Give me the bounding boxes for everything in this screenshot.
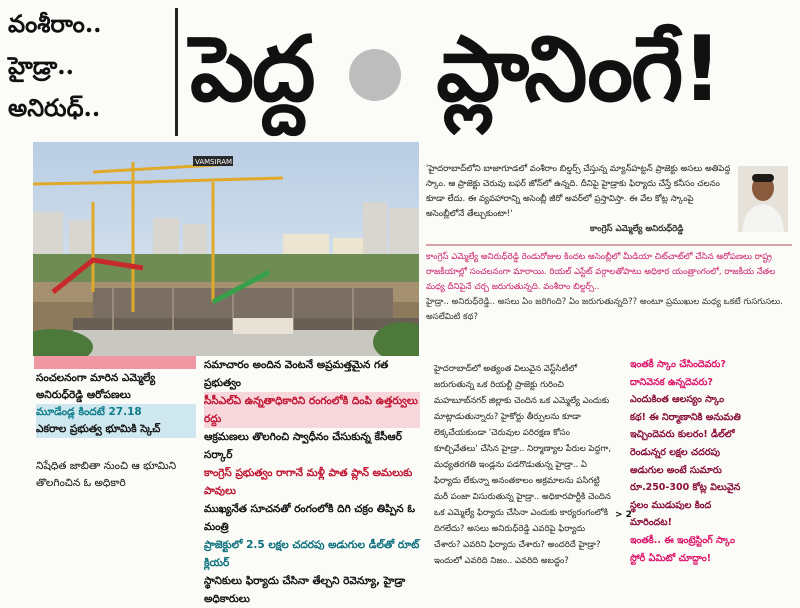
right-column — [630, 356, 742, 567]
headline-logo-circle — [349, 49, 401, 101]
center-point-3: ఆక్రమణలు తొలగించి స్వాధీనం చేసుకున్న కేసీఆర్ సర్కార్ — [204, 431, 402, 461]
kicker-line-3: అనిరుధ్.. — [8, 93, 101, 122]
center-point-6: ప్రాజెక్టులో 2.5 లక్షల చదరపు అడుగుల డీల్‌తో రూట్ క్లియర్ — [204, 539, 420, 569]
quote-mid-question: హైడ్రా.. అనిరుధ్‌రెడ్డి.. అసలు ఏం జరిగింది? ఏం జరుగుతున్నది?? అంటూ ప్రముఖుల మధ్య ఒకటే గుసగుసలు. అసలేమిటి కథ? — [426, 297, 783, 322]
headline-part-1: పెద్ద — [190, 17, 314, 122]
right-question-2: ఎందుకింత ఆలస్యం స్కాం కథ! ఈ నిర్మాణానికి అనుమతి ఇచ్చిందెవరు కులరం! డీల్‌లో రెండున్నర లక్షల చదరపు అడుగుల అంటే సుమారు రూ.250-300 కోట్ల విలువైన స్థలం ముడుపుల కింద మారిందట! — [630, 394, 741, 529]
right-question-3: ఇంతకీ.. ఈ ఇంట్రెస్టింగ్ స్కాం స్టోరీ ఏమిటో చూద్దాం! — [630, 534, 735, 564]
quote-mid-highlight: కాంగ్రెస్ ఎమ్మెల్యే అనిరుధ్‌రెడ్డి రెండురోజుల కిందట అసెంబ్లీలో మీడియా చిట్‌చాట్‌లో చేసిన ఆరోపణలు రాష్ట్ర రాజకీయాల్లో సంచలనంగా మారాయి. రియల్ ఎస్టేట్ వర్గాలతోపాటు అధికార యంత్రాంగంలో, రాజకీయ నేతల మధ్య దీనిపైనే చర్చ జరుగుతున్నది. వంశీరాం బిల్డర్స్.. — [426, 252, 776, 292]
crane-banner-text: VAMSIRAM — [195, 158, 233, 166]
headline-part-2: ప్లానింగే — [436, 17, 682, 122]
quote-mid — [426, 244, 792, 325]
construction-photo — [33, 142, 419, 356]
center-point-1: సమాచారం అందిన వెంటనే అప్రమత్తమైన గత ప్రభుత్వం — [204, 359, 389, 389]
quote-top-signature: కాంగ్రెస్ ఎమ్మెల్యే అనిరుధ్‌రెడ్డి — [590, 224, 684, 234]
left-highlight-3: నిషేధిత జాబితా నుంచి ఆ భూమిని తొలగించిన ఓ అధికారి — [36, 460, 177, 489]
left-highlight-2-prefix: మూడేండ్ల కిందటే 27.18 — [36, 406, 142, 418]
center-point-2: సీసీఎల్‌ఏ ఉన్నతాధికారిని రంగంలోకి దింపి ఉత్తర్వులు రద్దు — [204, 392, 420, 428]
left-highlight-2-rest: ఎకరాల ప్రభుత్వ భూమికి స్కెచ్ — [36, 423, 161, 435]
right-question-1: ఇంతకీ స్కాం చేసిందెవరు? దానివెనక ఉన్నదెవరు? — [630, 359, 726, 388]
continued-page-marker: > 2 — [615, 510, 632, 520]
center-point-5: ముఖ్యనేత సూచనతో రంగంలోకి దిగి చక్రం తిప్పిన ఓ మంత్రి — [204, 503, 415, 533]
header-divider — [175, 8, 178, 136]
center-point-7: స్థానికులు ఫిర్యాదు చేసినా తేల్చని రెవెన్యూ, హైడ్రా అధికారులు — [204, 575, 406, 605]
mla-portrait — [738, 166, 788, 232]
body-column: హైదరాబాద్‌లో అత్యంత విలువైన వెస్ట్‌సిటీలో జరుగుతున్న ఒక రియల్టీ ప్రాజెక్టు గురించి మహబూబ్‌నగర్ జిల్లాకు చెందిన ఒక ఎమ్మెల్యే ఎందుకు మాట్లాడుతున్నారు? హైకోర్టు తీర్పులను కూడా లెక్కచేయకుండా 'చెరువుల పరిరక్షణ కోసం కూల్చివేతలు' చేసిన హైడ్రా.. నిర్మాణ్యాల పేరుల పెద్దగా, మధ్యతరగతి ఇండ్లను పడగొడుతున్న హైడ్రా.. ఏ ఫిర్యాదు లేకున్నా అనంతకాలం అక్రమాలను పసిగట్టి మరీ పంజా విసురుతున్న హైడ్రా.. అధికారపార్టీకి చెందిన ఒక ఎమ్మెల్యే ఫిర్యాదు చేసినా ఎందుకు కార్యరంగంలోకి దిగలేదు? అసలు అనిరుధ్‌రెడ్డి ఎవరిపై ఫిర్యాదు చేశారు? ఎవరిని ఫిర్యాదు చేశారు? అందరిదే హైడ్రా? ఇందులో ఎవరిది నిజం.. ఎవరిది అబద్ధం? — [434, 364, 612, 566]
left-highlight-1: సంచలనంగా మారిన ఎమ్మెల్యే అనిరుధ్‌రెడ్డి ఆరోపణలు — [36, 372, 156, 401]
quote-top-text: 'హైదరాబాద్‌లోని బాజాగూడలో వంశీరాం బిల్డర్స్ చేస్తున్న మ్యాన్‌హట్టన్ ప్రాజెక్టు అసలు అతిపెద్ద స్కాం. ఆ ప్రాజెక్టు చెరువు బఫర్ జోన్‌లో ఉన్నది. దీనిపై హైడ్రాకు ఫిర్యాదు చేస్తే కనీసం చలనం కూడా లేదు. ఈ వ్యవహారాన్ని అసెంబ్లీ జీరో అవర్‌లో ప్రస్తావిస్తా. ఈ వేల కోట్ల స్కాంపై అసెంబ్లీలోనే తేల్చుకుంటా!' — [426, 164, 731, 219]
kicker-line-1: వంశీరాం.. — [8, 9, 102, 38]
kicker-line-2: హైడ్రా.. — [8, 51, 74, 80]
pink-label-bar — [34, 356, 196, 369]
center-point-4: కాంగ్రెస్ ప్రభుత్వం రాగానే మళ్లీ పాత ప్లాన్ అమలుకు పావులు — [204, 467, 413, 497]
headline-bang: ! — [681, 17, 721, 122]
left-highlight-2 — [36, 404, 196, 438]
center-points — [204, 356, 420, 608]
headline — [190, 4, 795, 140]
